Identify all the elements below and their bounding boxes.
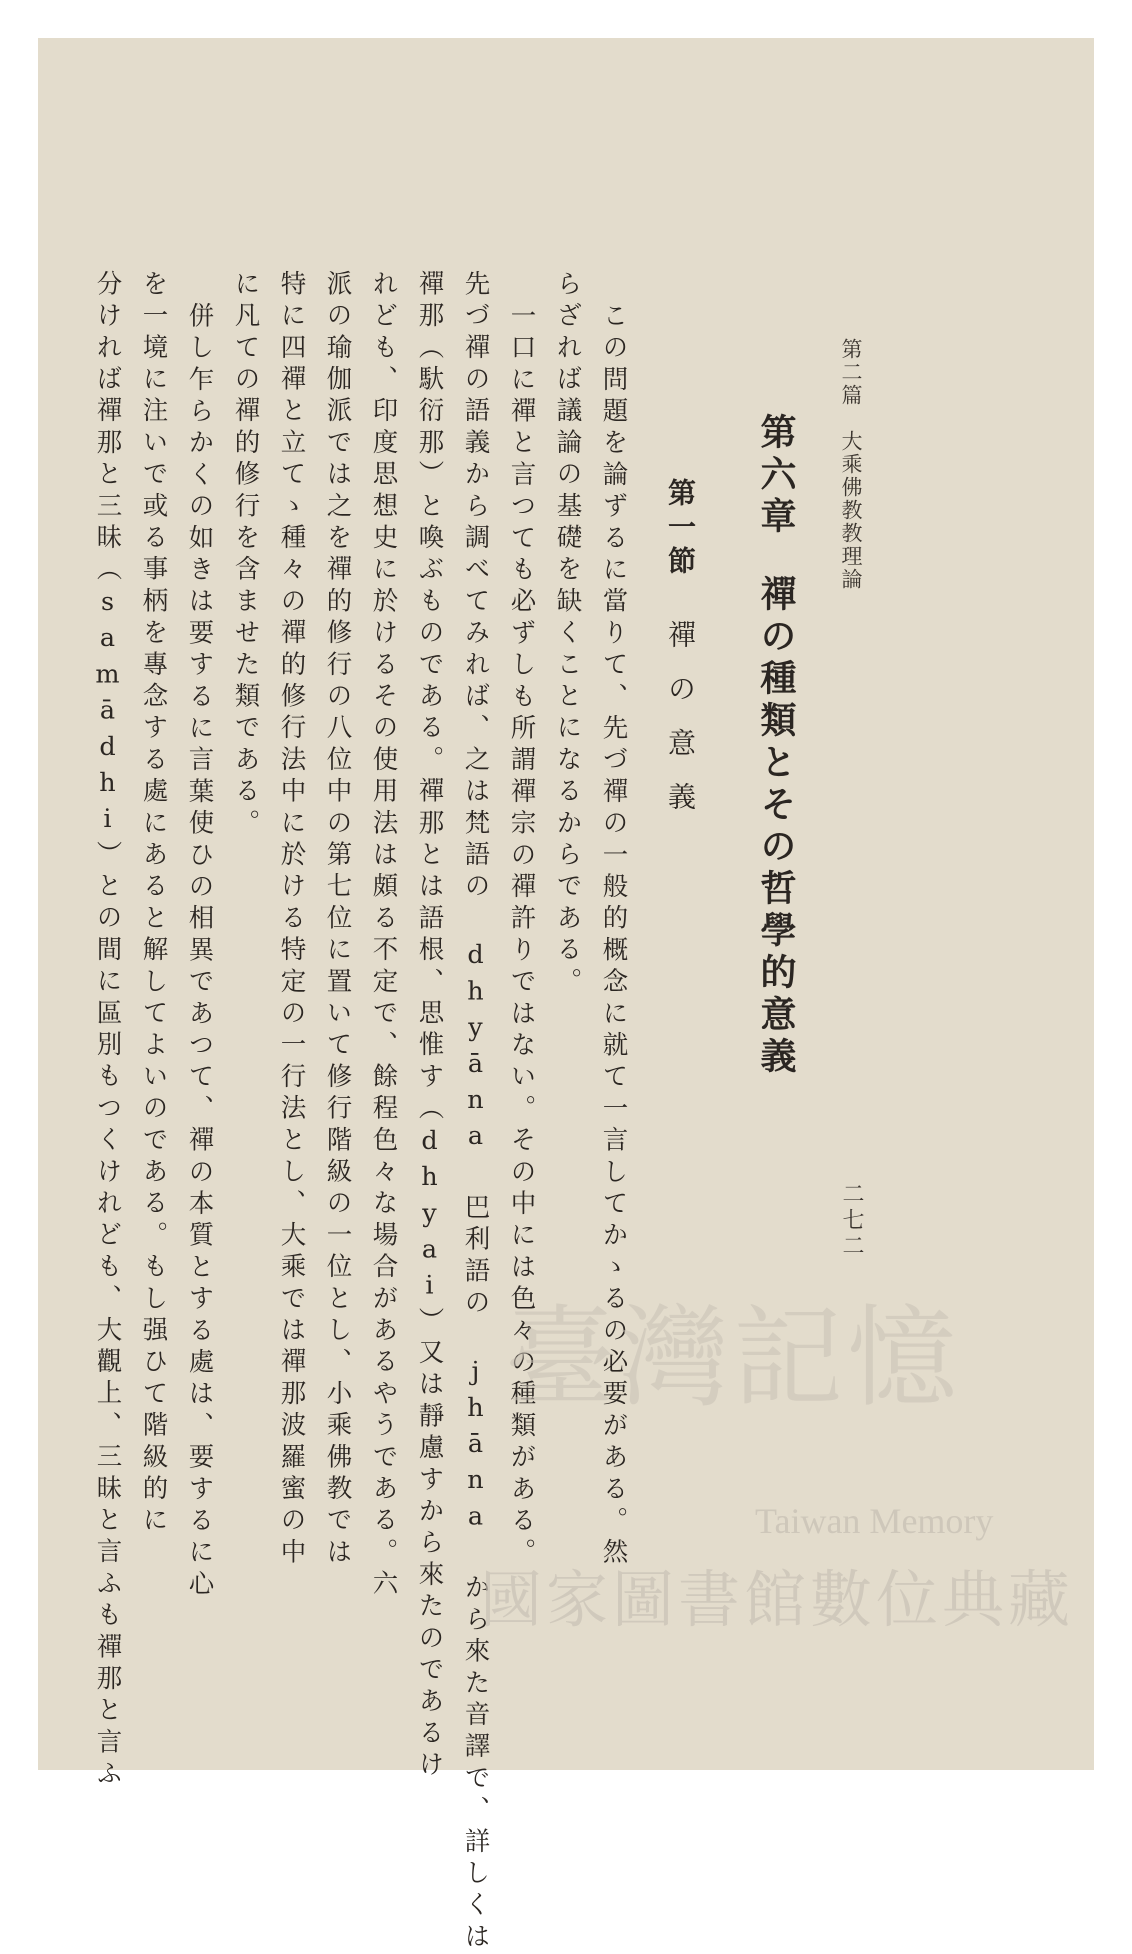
chapter-heading bbox=[755, 413, 797, 1079]
body-line: 禪那（馱衍那）と喚ぶものである。禪那とは語根、思惟す（dhyai）又は靜慮すから來たのであるけ bbox=[414, 270, 445, 1783]
body-line: を一境に注いで或る事柄を專念する處にあると解してよいのである。もし强ひて階級的に bbox=[138, 270, 169, 1538]
body-line: に凡ての禪的修行を含ませた類である。 bbox=[230, 270, 261, 841]
chapter-label: 第六章 bbox=[755, 413, 797, 539]
watermark-logo-text: 臺灣記憶 bbox=[505, 1294, 961, 1422]
body-line: 併し乍らかくの如きは要するに言葉使ひの相異であつて、禪の本質とする處は、要するに心 bbox=[184, 302, 215, 1602]
section-title: 禪の意義 bbox=[664, 620, 697, 836]
body-line: この問題を論ずるに當りて、先づ禪の一般的概念に就て一言してかゝるの必要がある。然 bbox=[598, 302, 629, 1570]
chapter-title: 禪の種類とその哲學的意義 bbox=[755, 575, 797, 1079]
body-line: らざれば議論の基礎を缺くことになるからである。 bbox=[552, 270, 583, 1000]
section-heading bbox=[664, 478, 697, 836]
body-line: 一口に禪と言つても必ずしも所謂禪宗の禪許りではない。その中には色々の種類がある。 bbox=[506, 302, 537, 1570]
body-line: 派の瑜伽派では之を禪的修行の八位中の第七位に置いて修行階級の一位とし、小乘佛教では bbox=[322, 270, 353, 1570]
body-line: 特に四禪と立てゝ種々の禪的修行法中に於ける特定の一行法とし、大乘では禪那波羅蜜の中 bbox=[276, 270, 307, 1570]
running-header: 第二篇 大乘佛教教理論 bbox=[839, 338, 863, 591]
watermark-chinese: 國家圖書館數位典藏 bbox=[480, 1563, 1075, 1636]
page-number: 二七二 bbox=[839, 1182, 864, 1260]
body-line: 分ければ禪那と三昧（samādhi）との間に區別もつくけれども、大觀上、三昧と言ふも禪那と言ふ bbox=[92, 270, 123, 1792]
watermark-english: Taiwan Memory bbox=[755, 1501, 994, 1541]
body-line: れども、印度思想史に於けるその使用法は頗る不定で、餘程色々な場合があるやうである。六 bbox=[368, 270, 399, 1602]
section-label: 第一節 bbox=[664, 478, 697, 580]
body-line: 先づ禪の語義から調べてみれば、之は梵語の dhyāna 巴利語の jhāna から來た音譯で、詳しくは bbox=[460, 270, 491, 1954]
